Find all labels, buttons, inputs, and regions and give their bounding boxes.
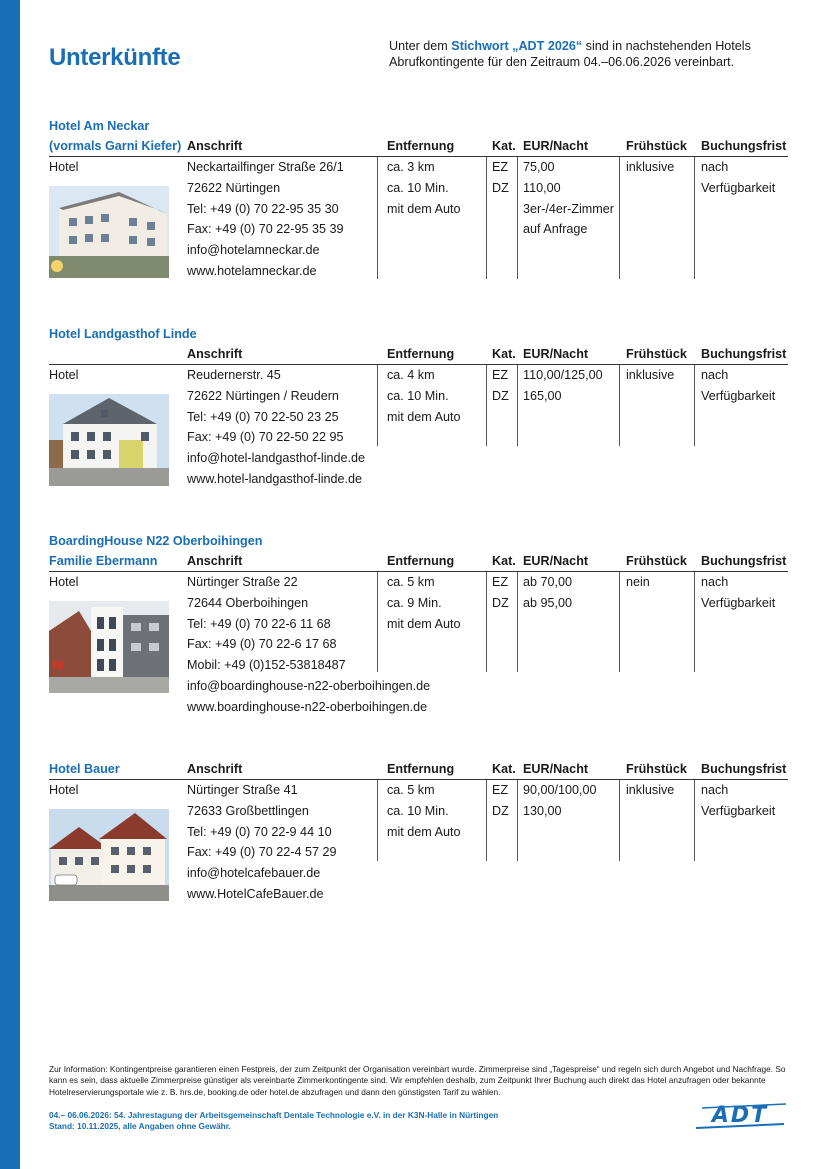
breakfast [626, 365, 674, 386]
hotel-photo [49, 186, 169, 278]
page-title: Unterkünfte [49, 44, 181, 71]
hotel-block [49, 324, 788, 495]
kat-dz: DZ [492, 803, 509, 818]
col-eur: EUR/Nacht [523, 139, 589, 153]
footer-event-line: 04.– 06.06.2026: 54. Jahrestagung der Arbeitsgemeinschaft Dentale Technologie e.V. in der K3N-Halle in Nürtingen [49, 1110, 499, 1120]
hotel-name: Hotel Am Neckar [49, 119, 150, 133]
col-entfernung: Entfernung [387, 762, 455, 776]
price-dz: 130,00 [523, 803, 562, 818]
distance-lines [387, 157, 461, 219]
intro-prefix: Unter dem [389, 39, 452, 53]
col-anschrift: Anschrift [187, 554, 243, 568]
room-categories [492, 365, 509, 407]
price-note: 3er-/4er-Zimmer [523, 201, 614, 216]
address-lines [187, 365, 365, 490]
booking-deadline [701, 572, 775, 614]
distance-km: ca. 5 km [387, 783, 435, 797]
booking-deadline [701, 157, 775, 199]
distance-minutes: ca. 9 Min. [387, 595, 442, 610]
distance-lines [387, 780, 461, 842]
hotel-type: Hotel [49, 368, 79, 382]
address-website[interactable]: www.HotelCafeBauer.de [187, 886, 324, 901]
distance-lines [387, 572, 461, 634]
col-fruehstueck: Frühstück [626, 762, 687, 776]
column-divider [619, 157, 620, 279]
distance-minutes: ca. 10 Min. [387, 180, 449, 195]
hotel-name [49, 739, 788, 759]
col-fruehstueck: Frühstück [626, 554, 687, 568]
hotel-subtitle: Familie Ebermann [49, 554, 158, 568]
price-dz: 165,00 [523, 388, 562, 403]
hotel-photo [49, 601, 169, 693]
col-entfernung: Entfernung [387, 554, 455, 568]
col-kat: Kat. [492, 554, 516, 568]
table-header [49, 136, 788, 157]
address-fax: Fax: +49 (0) 70 22-6 17 68 [187, 637, 337, 652]
address-phone: Tel: +49 (0) 70 22-9 44 10 [187, 824, 332, 839]
address-lines [187, 157, 344, 282]
left-accent-bar [0, 0, 20, 1169]
address-website[interactable]: www.hotelamneckar.de [187, 263, 317, 278]
booking-line: nach [701, 575, 729, 589]
column-divider [486, 572, 487, 672]
kat-dz: DZ [492, 388, 509, 403]
col-eur: EUR/Nacht [523, 347, 589, 361]
column-divider [517, 157, 518, 279]
booking-deadline [701, 780, 775, 822]
distance-mode: mit dem Auto [387, 616, 461, 631]
hotel-photo [49, 809, 169, 901]
breakfast [626, 572, 650, 593]
column-divider [694, 780, 695, 861]
price-lines [523, 365, 603, 407]
col-entfernung: Entfernung [387, 139, 455, 153]
col-fruehstueck: Frühstück [626, 139, 687, 153]
col-anschrift: Anschrift [187, 762, 243, 776]
col-fruehstueck: Frühstück [626, 347, 687, 361]
price-ez: 75,00 [523, 160, 555, 174]
breakfast-value: inklusive [626, 160, 675, 174]
column-divider [619, 780, 620, 861]
price-lines [523, 157, 614, 240]
kat-dz: DZ [492, 180, 509, 195]
hotel-block [49, 531, 788, 722]
column-divider [517, 780, 518, 861]
adt-logo-text: ADT [711, 1103, 769, 1128]
column-divider [486, 157, 487, 279]
distance-km: ca. 5 km [387, 575, 435, 589]
breakfast-value: inklusive [626, 368, 675, 382]
hotel-block [49, 739, 788, 910]
column-divider [619, 365, 620, 446]
col-anschrift: Anschrift [187, 347, 243, 361]
address-city: 72622 Nürtingen / Reudern [187, 388, 339, 403]
col-eur: EUR/Nacht [523, 762, 589, 776]
distance-mode: mit dem Auto [387, 409, 461, 424]
address-city: 72622 Nürtingen [187, 180, 281, 195]
column-divider [377, 780, 378, 861]
footer-status-line: Stand: 10.11.2025, alle Angaben ohne Gewähr. [49, 1121, 231, 1131]
address-street: Neckartailfinger Straße 26/1 [187, 160, 344, 174]
booking-line: Verfügbarkeit [701, 180, 776, 195]
address-mobile: Mobil: +49 (0)152-53818487 [187, 658, 346, 673]
col-anschrift: Anschrift [187, 139, 243, 153]
col-buchungsfrist: Buchungsfrist [701, 762, 787, 776]
footer-note: Zur Information: Kontingentpreise garantieren einen Festpreis, der zum Zeitpunkt der Organisation vereinbart wurde. Zimmerpreise sind „Tagespreise“ und regeln sich durch Angebot und Nachfrage. So kann es sein, dass aktuelle Zimmerpreise günstiger als vereinbarte Zimmerkontingente sind. Wir empfehlen deshalb, zum Zeitpunkt Ihrer Buchung auch direkt das Hotel anzufragen oder bekannte Hotelreservierungsportale wie z. B. hrs.de, booking.de oder hotel.de abzufragen und dann den günstigsten Tarif zu wählen. [49, 1064, 786, 1097]
address-street: Nürtinger Straße 41 [187, 783, 298, 797]
table-header [49, 759, 788, 780]
price-ez: ab 70,00 [523, 575, 573, 589]
col-entfernung: Entfernung [387, 347, 455, 361]
column-divider [694, 572, 695, 672]
address-street: Reudernerstr. 45 [187, 368, 281, 382]
intro-keyword: Stichwort „ADT 2026“ [451, 39, 583, 53]
distance-mode: mit dem Auto [387, 201, 461, 216]
breakfast [626, 157, 674, 178]
kat-ez: EZ [492, 368, 509, 382]
address-email[interactable]: info@boardinghouse-n22-oberboihingen.de [187, 678, 431, 693]
col-buchungsfrist: Buchungsfrist [701, 554, 787, 568]
hotel-type: Hotel [49, 160, 79, 174]
column-divider [486, 780, 487, 861]
hotel-name: Hotel Landgasthof Linde [49, 327, 197, 341]
breakfast-value: nein [626, 575, 650, 589]
table-header [49, 344, 788, 365]
booking-line: nach [701, 783, 729, 797]
room-categories [492, 572, 509, 614]
price-dz: ab 95,00 [523, 595, 573, 610]
room-categories [492, 157, 509, 199]
distance-km: ca. 4 km [387, 368, 435, 382]
address-phone: Tel: +49 (0) 70 22-95 35 30 [187, 201, 339, 216]
column-divider [486, 365, 487, 446]
distance-mode: mit dem Auto [387, 824, 461, 839]
kat-ez: EZ [492, 575, 509, 589]
address-city: 72644 Oberboihingen [187, 595, 309, 610]
booking-line: Verfügbarkeit [701, 803, 776, 818]
col-kat: Kat. [492, 139, 516, 153]
column-divider [377, 365, 378, 446]
booking-line: Verfügbarkeit [701, 595, 776, 610]
footer-event-info [49, 1110, 669, 1132]
kat-dz: DZ [492, 595, 509, 610]
column-divider [517, 572, 518, 672]
price-note: auf Anfrage [523, 222, 588, 237]
intro-line2: Abrufkontingente für den Zeitraum 04.–06.06.2026 vereinbart. [389, 55, 735, 69]
intro-text [389, 38, 789, 70]
col-buchungsfrist: Buchungsfrist [701, 139, 787, 153]
hotel-name: BoardingHouse N22 Oberboihingen [49, 534, 263, 548]
price-ez: 90,00/100,00 [523, 783, 597, 797]
price-ez: 110,00/125,00 [523, 368, 603, 382]
kat-ez: EZ [492, 160, 509, 174]
hotel-subtitle: (vormals Garni Kiefer) [49, 139, 182, 153]
room-categories [492, 780, 509, 822]
kat-ez: EZ [492, 783, 509, 797]
address-email[interactable]: info@hotelcafebauer.de [187, 866, 321, 881]
breakfast [626, 780, 674, 801]
booking-line: nach [701, 160, 729, 174]
booking-line: Verfügbarkeit [701, 388, 776, 403]
address-website[interactable]: www.hotel-landgasthof-linde.de [187, 471, 363, 486]
address-fax: Fax: +49 (0) 70 22-50 22 95 [187, 430, 344, 445]
column-divider [694, 157, 695, 279]
address-email[interactable]: info@hotel-landgasthof-linde.de [187, 451, 366, 466]
distance-lines [387, 365, 461, 427]
intro-line1-suffix: sind in nachstehenden Hotels [582, 39, 751, 53]
address-phone: Tel: +49 (0) 70 22-6 11 68 [187, 616, 331, 631]
hotel-block [49, 116, 788, 287]
price-lines [523, 572, 572, 614]
column-divider [517, 365, 518, 446]
hotel-type: Hotel [49, 575, 79, 589]
adt-logo [692, 1102, 788, 1130]
col-buchungsfrist: Buchungsfrist [701, 347, 787, 361]
price-dz: 110,00 [523, 180, 561, 195]
address-city: 72633 Großbettlingen [187, 803, 309, 818]
address-lines [187, 780, 336, 905]
address-website[interactable]: www.boardinghouse-n22-oberboihingen.de [187, 699, 428, 714]
hotel-photo [49, 394, 169, 486]
address-street: Nürtinger Straße 22 [187, 575, 298, 589]
col-eur: EUR/Nacht [523, 554, 589, 568]
column-divider [694, 365, 695, 446]
distance-minutes: ca. 10 Min. [387, 803, 449, 818]
breakfast-value: inklusive [626, 783, 675, 797]
column-divider [377, 157, 378, 279]
address-phone: Tel: +49 (0) 70 22-50 23 25 [187, 409, 339, 424]
col-kat: Kat. [492, 762, 516, 776]
table-header [49, 551, 788, 572]
address-fax: Fax: +49 (0) 70 22-4 57 29 [187, 845, 337, 860]
address-email[interactable]: info@hotelamneckar.de [187, 243, 320, 258]
booking-deadline [701, 365, 775, 407]
col-kat: Kat. [492, 347, 516, 361]
hotel-subtitle: Hotel Bauer [49, 762, 120, 776]
column-divider [619, 572, 620, 672]
hotel-type: Hotel [49, 783, 79, 797]
address-fax: Fax: +49 (0) 70 22-95 35 39 [187, 222, 344, 237]
distance-km: ca. 3 km [387, 160, 435, 174]
price-lines [523, 780, 597, 822]
distance-minutes: ca. 10 Min. [387, 388, 449, 403]
booking-line: nach [701, 368, 729, 382]
